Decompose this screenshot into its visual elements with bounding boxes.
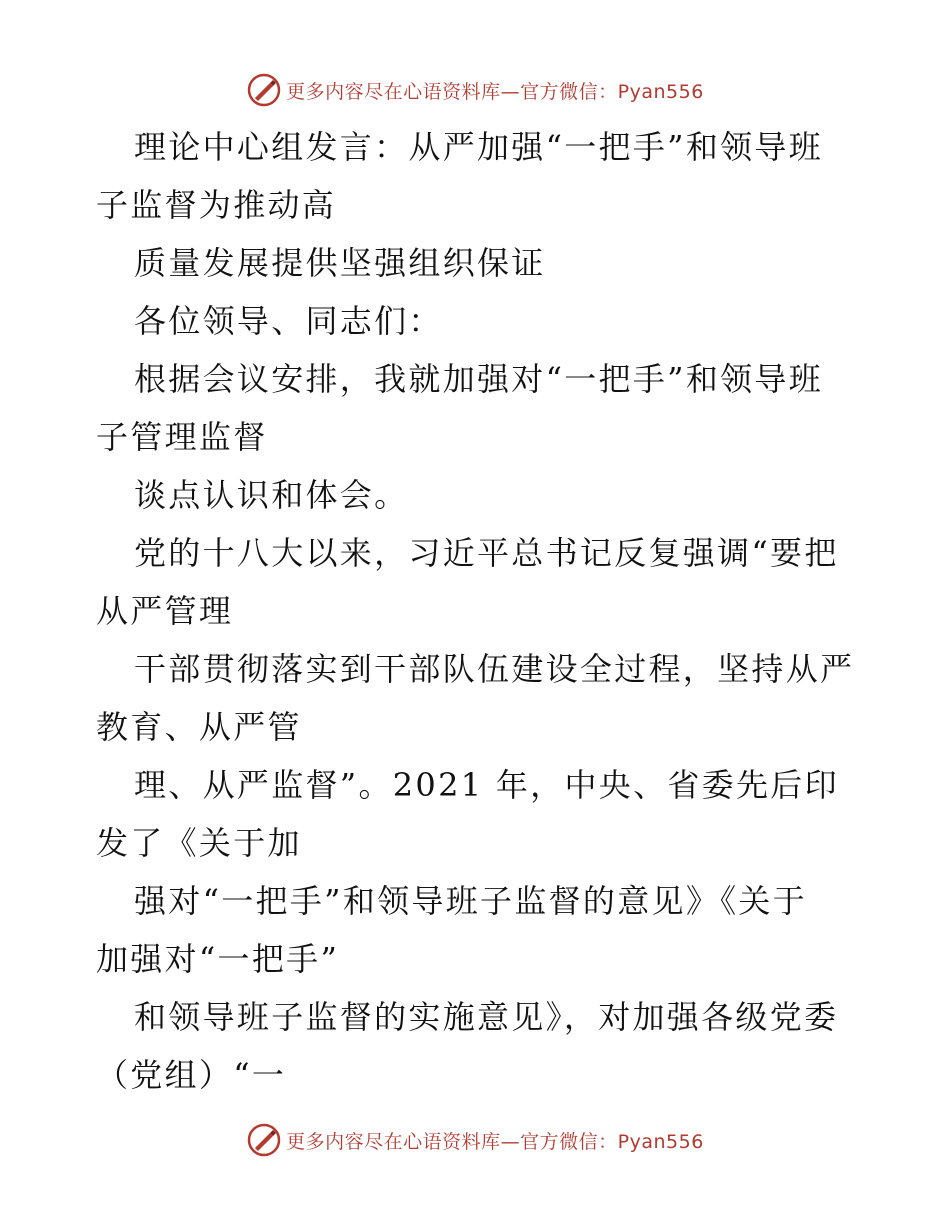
header-banner-text: 更多内容尽在心语资料库—官方微信：Pyan556 [286, 80, 704, 103]
text-line: 发了《关于加 [96, 824, 302, 862]
text-line: （党组）“一 [96, 1056, 287, 1094]
text-line: 理论中心组发言：从严加强“一把手”和领导班 [134, 128, 824, 166]
pen-logo-icon [246, 1122, 282, 1158]
text-line: 谈点认识和体会。 [134, 476, 409, 514]
document-body [96, 118, 856, 1104]
text-line: 各位领导、同志们： [134, 302, 443, 340]
text-line: 和领导班子监督的实施意见》，对加强各级党委 [134, 998, 839, 1036]
text-line: 理、从严监督”。2021 年，中央、省委先后印 [134, 766, 839, 804]
text-line: 子监督为推动高 [96, 186, 337, 224]
text-line: 干部贯彻落实到干部队伍建设全过程，坚持从严 [134, 650, 855, 688]
footer-banner [0, 1120, 950, 1160]
text-line: 从严管理 [96, 592, 234, 630]
text-line: 党的十八大以来，习近平总书记反复强调“要把 [134, 534, 839, 572]
text-line: 根据会议安排，我就加强对“一把手”和领导班 [134, 360, 824, 398]
header-banner [0, 70, 950, 110]
text-line: 教育、从严管 [96, 708, 302, 746]
text-line: 强对“一把手”和领导班子监督的意见》《关于 [134, 882, 808, 920]
text-line: 子管理监督 [96, 418, 268, 456]
text-line: 质量发展提供坚强组织保证 [134, 244, 546, 282]
text-line: 加强对“一把手” [96, 940, 340, 978]
footer-banner-text: 更多内容尽在心语资料库—官方微信：Pyan556 [286, 1130, 704, 1153]
pen-logo-icon [246, 72, 282, 108]
